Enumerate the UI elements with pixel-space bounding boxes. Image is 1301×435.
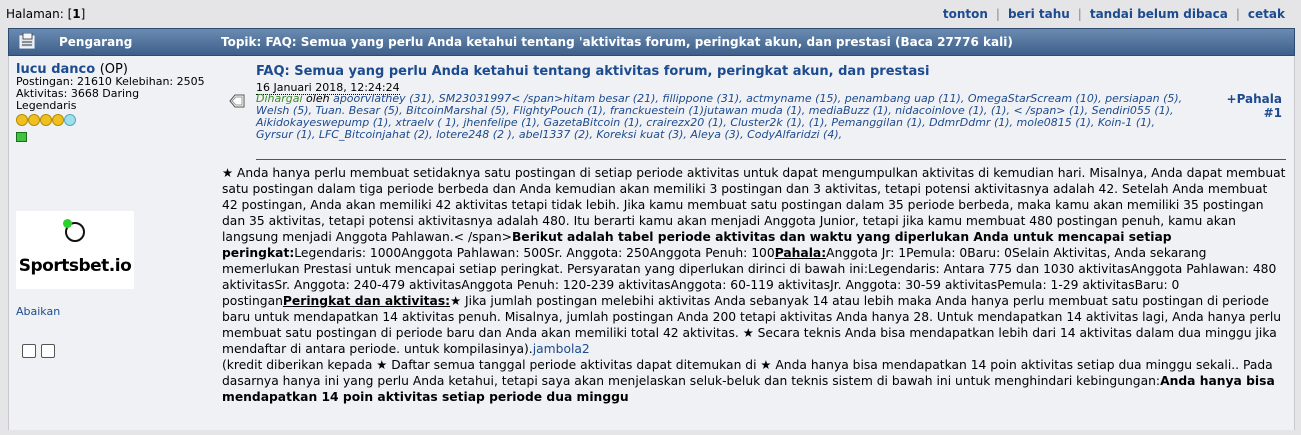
merit-by: oleh <box>302 92 334 105</box>
merit-users[interactable]: apoorvlathey (31), SM23031997< /span>hitam besar (21), fillippone (31), actmyname (15), penambang uap (11), OmegaStarScream (10), persiapan (5), Welsh (5), Tuan. Besar (5), BitcoinMarshal (5), FlightyPouch (1), franckuestein (1)jutawan muda (1), mediaBuzz (1), nidacoinlove (1), (1), < /span> (1), Sendiri055 (1), Aikidokayeswepump (1), xtraelv ( 1), jhenfelipe (1), GazetaBitcoin (1), crairezx20 (1), Cluster2k (1), (1), Pemanggilan (1), DdmrDdmr (1), mole0815 (1), Koin-1 (1), Gyrsur (1), LFC_Bitcoinjahat (2), lotere248 (2 ), abel1337 (2), Koreksi kuat (3), Aleya (3), CodyAlfaridzi (4), <box>256 92 1183 141</box>
topic-header <box>8 28 1295 56</box>
para-2: Legendaris: 1000Anggota Pahlawan: 500Sr. Anggota: 250Anggota Penuh: 100 <box>294 246 775 260</box>
jambola-link[interactable]: jambola2 <box>532 342 590 356</box>
rank-star-icon <box>28 114 40 126</box>
mark-unread-link[interactable]: tandai belum dibaca <box>1089 7 1228 21</box>
post-title[interactable]: FAQ: Semua yang perlu Anda ketahui tentang aktivitas forum, peringkat akun, dan prestasi <box>256 64 930 79</box>
ignore-link[interactable]: Abaikan <box>16 305 61 318</box>
rank-stars <box>16 114 216 129</box>
avatar <box>16 211 134 289</box>
pages-label: Halaman: [ <box>6 7 73 21</box>
post-content <box>222 165 1286 405</box>
post <box>8 56 1295 430</box>
para-1: ★ Anda hanya perlu membuat setidaknya satu postingan di setiap periode aktivitas untuk dapat mengumpulkan aktivitas di kemudian hari. Misalnya, Anda dapat membuat satu postingan dalam tiga periode berbeda dan Anda kemudian akan memiliki 3 postingan dan 3 aktivitas, tetapi potensi aktivitasnya adalah 42. Setelah Anda membuat 42 postingan, Anda akan memiliki 42 aktivitas tetapi tidak lebih. Jika kamu membuat satu postingan dalam 35 periode berbeda, maka kamu akan memiliki 35 postingan dan 35 aktivitas, tetapi potensi aktivitasnya adalah 480. Itu berarti kamu akan menjadi Anggota Junior, tetapi jika kamu membuat 480 postingan penuh, kamu akan langsung menjadi Anggota Pahlawan.< /span> <box>222 166 1286 244</box>
bold-2: Anda hanya bisa mendapatkan 14 poin aktivitas setiap periode dua minggu <box>222 374 1275 404</box>
notify-link[interactable]: beri tahu <box>1007 7 1070 21</box>
post-count: Postingan: 21610 Kelebihan: 2505 <box>16 75 205 88</box>
pagination <box>6 7 85 21</box>
post-number[interactable]: #1 <box>1263 106 1282 120</box>
merit-list <box>256 93 1192 141</box>
bold-1: Berikut adalah tabel periode aktivitas dan waktu yang diperlukan Anda untuk mencapai setiap peringkat: <box>222 230 1172 260</box>
rank-star-icon <box>64 114 76 126</box>
op-tag: (OP) <box>99 62 128 77</box>
online-status-icon <box>16 132 27 142</box>
divider <box>256 159 1286 160</box>
post-icon <box>229 94 245 108</box>
print-link[interactable]: cetak <box>1247 7 1285 21</box>
underline-2: Peringkat dan aktivitas: <box>282 294 451 308</box>
merit-label: Dihargai <box>256 92 303 105</box>
watch-link[interactable]: tonton <box>942 7 988 21</box>
rank-label: Legendaris <box>16 99 77 112</box>
author-column-header: Pengarang <box>59 35 133 49</box>
avatar-logo-text: Sportsbet.io <box>18 256 132 276</box>
topic-actions: tonton | beri tahu | tandai belum dibaca | cetak <box>942 7 1285 21</box>
rank-star-icon <box>16 114 28 126</box>
poster-info <box>16 64 216 142</box>
topic-title-header: Topik: FAQ: Semua yang perlu Anda ketahui tentang 'aktivitas forum, peringkat akun, dan prestasi (Baca 27776 kali) <box>221 35 1013 49</box>
post-date: 16 Januari 2018, 12:24:24 <box>256 81 400 94</box>
activity-count: Aktivitas: 3668 Daring <box>16 87 140 100</box>
username-link[interactable]: lucu danco <box>16 62 96 77</box>
user-actions <box>22 344 60 361</box>
rank-star-icon <box>52 114 64 126</box>
karma-link[interactable]: +Pahala <box>1226 92 1282 106</box>
para-4: ★ Jika jumlah postingan melebihi aktivitas Anda sebanyak 14 atau lebih maka Anda hanya perlu membuat satu postingan di periode baru untuk mendapatkan 14 aktivitas penuh. Misalnya, jumlah postingan Anda 200 tetapi aktivitas Anda hanya 28. Untuk mendapatkan 14 aktivitas lagi, Anda hanya perlu membuat satu postingan di periode baru dan Anda akan memiliki total 42 aktivitas. ★ Secara teknis Anda bisa mendapatkan lebih dari 14 aktivitas dalam dua minggu jika mendaftar di antara periode. untuk kompilasinya). <box>222 294 1282 356</box>
rank-star-icon <box>40 114 52 126</box>
underline-1: Pahala: <box>774 246 827 260</box>
current-page[interactable]: 1 <box>72 7 81 21</box>
topic-icon <box>19 33 37 49</box>
top-bar <box>0 0 1301 27</box>
message-icon[interactable] <box>41 344 55 358</box>
para-5: (kredit diberikan kepada ★ Daftar semua tanggal periode aktivitas dapat ditemukan di ★ Anda hanya bisa mendapatkan 14 poin aktivitas setiap dua minggu sekali.. Pada dasarnya hanya ini yang perlu Anda ketahui, tetapi saya akan menjelaskan seluk-beluk dan teknis sistem di bawah ini untuk menghindari kebingungan: <box>222 358 1273 388</box>
pages-close: ] <box>80 7 86 21</box>
profile-icon[interactable] <box>22 344 36 358</box>
logo-dot-icon <box>63 219 72 228</box>
para-3: Anggota Jr: 1Pemula: 0Baru: 0Selain Aktivitas, Anda sekarang memerlukan Prestasi untuk mencapai setiap peringkat. Persyaratan yang diperlukan dirinci di bawah ini:Legendaris: Antara 775 dan 1030 aktivitasAnggota Pahlawan: 480 aktivitasSr. Anggota: 240-479 aktivitasAnggota Penuh: 120-239 aktivitasAnggota: 60-119 aktivitasJr. Anggota: 30-59 aktivitasPemula: 1-29 aktivitasBaru: 0 postingan <box>222 246 1277 308</box>
karma-block <box>1227 92 1282 120</box>
